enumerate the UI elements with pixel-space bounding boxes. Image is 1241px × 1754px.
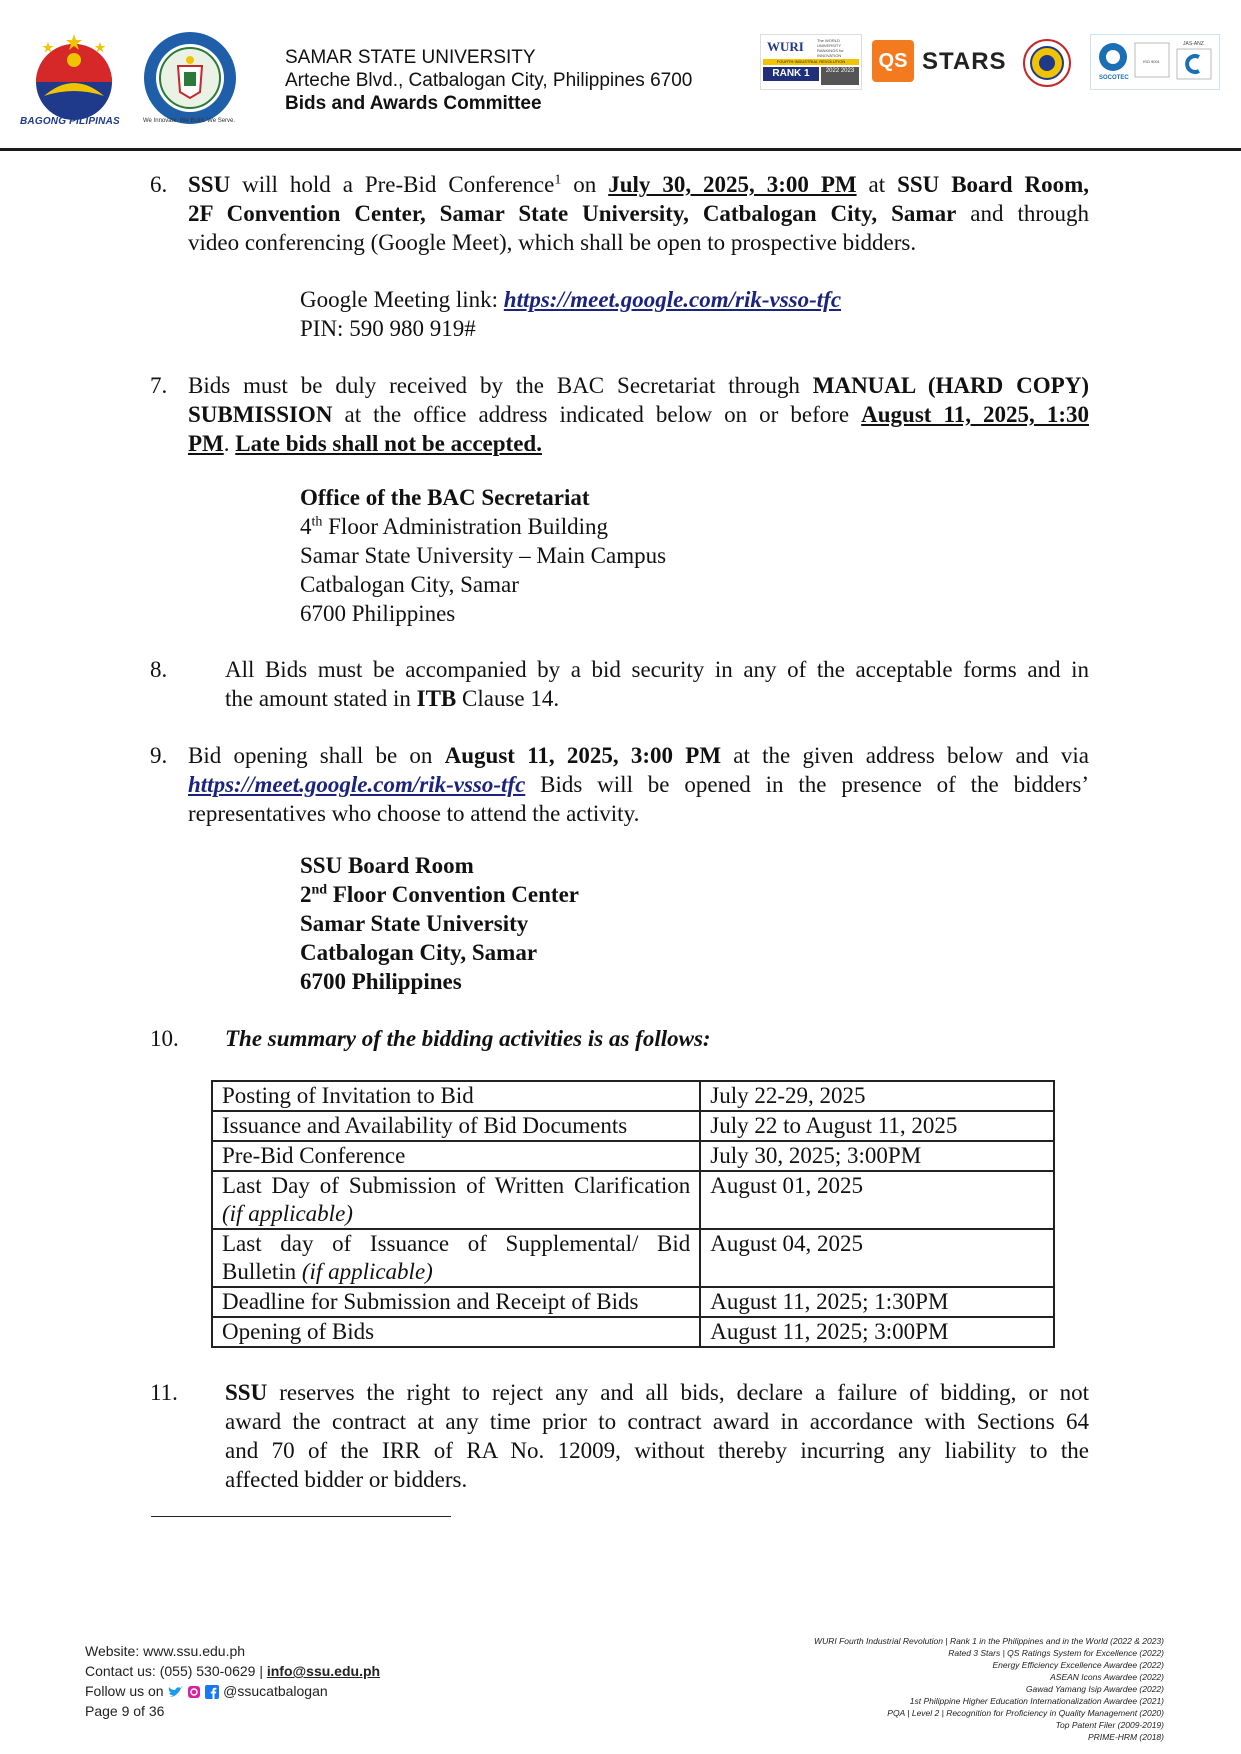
meeting-link-label: Google Meeting link: [300,287,504,312]
bagong-pilipinas-wordmark: BAGONG PILIPINAS [20,116,120,127]
page-number: Page 9 of 36 [85,1703,165,1719]
schedule-date: July 22 to August 11, 2025 [700,1111,1054,1141]
meeting-link[interactable]: https://meet.google.com/rik-vsso-tfc [503,287,842,312]
wuri-subtitle: The WORLD UNIVERSITY RANKINGS for INNOVATION [817,38,844,58]
schedule-row [212,1317,1054,1347]
schedule-date: August 01, 2025 [700,1171,1054,1229]
schedule-date: August 11, 2025; 3:00PM [700,1317,1054,1347]
award-line: ASEAN Icons Awardee (2022) [1050,1672,1164,1682]
wuri-rank: RANK 1 [763,67,819,81]
item-9-paragraph: Bid opening shall be on August 11, 2025, 3:00 PM at the given address below and via https://meet.google.com/rik-vsso-tfc Bids will be opened in the presence of the bidders’ representatives who choose to attend the activity. [188,743,1089,826]
award-line: 1st Philippine Higher Education Internationalization Awardee (2021) [909,1696,1164,1706]
schedule-date: July 30, 2025; 3:00PM [700,1141,1054,1171]
venue-city: Catbalogan City, Samar [300,940,538,965]
schedule-activity-note: (if applicable) [301,1259,433,1284]
qs-stars-label: STARS [922,48,1007,75]
university-info [285,46,692,115]
award-seal-icon [1022,38,1072,88]
item-7-paragraph: Bids must be duly received by the BAC Secretariat through MANUAL (HARD COPY) SUBMISSION at the office address indicated below on or before August 11, 2025, 1:30 PM. Late bids shall not be accepted. [188,373,1089,456]
jas-anz-label: JAS-ANZ [1183,41,1204,47]
schedule-activity: Deadline for Submission and Receipt of Bids [212,1287,700,1317]
iso-certification-badge [1090,34,1220,90]
item-11-paragraph: SSU reserves the right to reject any and all bids, declare a failure of bidding, or not award the contract at any time prior to contract award in accordance with Sections 64 and 70 of the IRR of RA No. 12009, without thereby incurring any liability to the affected bidder or bidders. [225,1380,1089,1492]
schedule-heading: The summary of the bidding activities is as follows: [225,1026,711,1051]
office-campus: Samar State University – Main Campus [300,543,667,568]
item-number: 7. [150,373,168,398]
item-number: 11. [150,1380,178,1405]
opening-meeting-link[interactable]: https://meet.google.com/rik-vsso-tfc [188,772,526,797]
award-line: PRIME-HRM (2018) [1087,1732,1164,1742]
letterhead [0,0,1241,150]
schedule-activity: Issuance and Availability of Bid Documents [212,1111,700,1141]
committee-name: Bids and Awards Committee [285,93,542,114]
award-line: Top Patent Filer (2009-2019) [1055,1720,1164,1730]
item-number: 9. [150,743,168,768]
ssu-seal-icon [142,30,238,126]
facebook-icon[interactable] [205,1685,219,1699]
item-number: 8. [150,657,168,682]
schedule-activity-note: (if applicable) [222,1201,353,1226]
schedule-row [212,1111,1054,1141]
office-zip: 6700 Philippines [300,601,456,626]
schedule-activity: Last Day of Submission of Written Clarification (if applicable) [212,1171,700,1229]
header-divider [0,148,1241,151]
seal-tagline: We Innovate. We Build. We Serve. [143,118,236,124]
office-city: Catbalogan City, Samar [300,572,519,597]
venue-zip: 6700 Philippines [300,969,462,994]
item-number: 10. [150,1026,179,1051]
qs-logo-icon: QS [872,40,914,82]
schedule-activity: Opening of Bids [212,1317,700,1347]
meeting-details [300,285,841,343]
schedule-row [212,1171,1054,1229]
item-8-paragraph: All Bids must be accompanied by a bid security in any of the acceptable forms and in the amount stated in ITB Clause 14. [225,657,1089,711]
footer-website: Website: www.ssu.edu.ph [85,1643,246,1659]
award-line: Rated 3 Stars | QS Ratings System for Excellence (2022) [948,1648,1164,1658]
venue-university: Samar State University [300,911,529,936]
venue-floor: 2nd Floor Convention Center [300,882,579,907]
schedule-activity: Last day of Issuance of Supplemental/ Bid Bulletin (if applicable) [212,1229,700,1287]
schedule-activity: Pre-Bid Conference [212,1141,700,1171]
schedule-date: August 04, 2025 [700,1229,1054,1287]
award-line: WURI Fourth Industrial Revolution | Rank 1 in the Philippines and in the World (2022 & 2023) [814,1636,1164,1646]
schedule-activity: Posting of Invitation to Bid [212,1081,700,1111]
footnote-divider [151,1516,451,1517]
footer-email-link[interactable]: info@ssu.edu.ph [266,1663,381,1679]
schedule-date: August 11, 2025; 1:30PM [700,1287,1054,1317]
wuri-band: FOURTH INDUSTRIAL REVOLUTION [763,59,859,65]
venue-room: SSU Board Room [300,853,474,878]
footer-awards-list [814,1635,1164,1743]
twitter-icon[interactable] [167,1685,183,1699]
socotec-label: SOCOTEC [1099,75,1129,81]
item-number: 6. [150,172,168,197]
opening-venue-address [300,851,579,996]
wuri-badge [760,34,862,90]
footer-contact-line: Contact us: (055) 530-0629 | info@ssu.edu.ph [85,1663,381,1679]
accreditation-badges [760,34,1220,90]
bac-office-address [300,483,666,628]
schedule-row [212,1141,1054,1171]
meeting-pin: PIN: 590 980 919# [300,316,476,341]
item-6-paragraph: SSU will hold a Pre-Bid Conference$^1$ on July 30, 2025, 3:00 PM at SSU Board Room, 2F Convention Center, Samar State University, Catbalogan City, Samar and through video conferencing (Google Meet), which shall be open to prospective bidders. [188,172,1089,255]
wuri-title: WURI [767,39,804,54]
university-address: Arteche Blvd., Catbalogan City, Philippines 6700 [285,70,693,91]
schedule-row [212,1229,1054,1287]
university-name: SAMAR STATE UNIVERSITY [285,47,536,68]
award-line: PQA | Level 2 | Recognition for Proficiency in Quality Management (2020) [887,1708,1164,1718]
wuri-years: 2022 2023 [821,67,859,85]
bagong-pilipinas-logo-icon [18,30,130,130]
award-line: Energy Efficiency Excellence Awardee (2022) [992,1660,1164,1670]
schedule-row [212,1287,1054,1317]
footer-social: Follow us on @ssucatbalogan [85,1683,328,1699]
footer-contact [85,1641,380,1721]
award-line: Gawad Yamang Isip Awardee (2022) [1025,1684,1164,1694]
iso-code: ISO 9001 [1143,59,1160,64]
office-name: Office of the BAC Secretariat [300,485,590,510]
instagram-icon[interactable] [187,1685,201,1699]
social-handle: @ssucatbalogan [223,1683,328,1699]
office-floor: 4th Floor Administration Building [300,514,608,539]
schedule-date: July 22-29, 2025 [700,1081,1054,1111]
bidding-schedule-table [211,1080,1055,1348]
schedule-row [212,1081,1054,1111]
